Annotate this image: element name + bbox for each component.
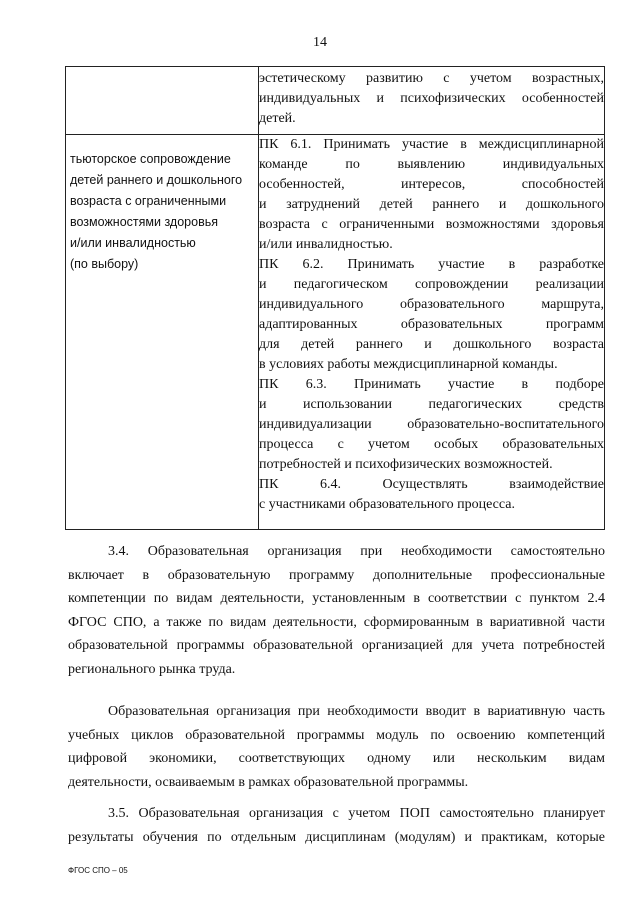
table-row-continuation xyxy=(66,67,605,135)
text-line: детей раннего и дошкольного xyxy=(70,173,243,187)
text-line: Образовательная организация при необходимости вводит в вариативную часть xyxy=(108,704,605,719)
competency-pk-6-3 xyxy=(259,375,604,475)
table-row-tutoring xyxy=(66,135,605,530)
text-line: в условиях работы междисциплинарной команды. xyxy=(259,357,558,372)
paragraph-3-5 xyxy=(68,802,605,849)
text-line: деятельности, осваиваемым в рамках образовательной программы. xyxy=(68,774,469,790)
text-line: для детей раннего и дошкольного возраста xyxy=(259,337,604,352)
competencies-cell xyxy=(259,135,605,530)
text-line: ПК 6.4. Осуществлять взаимодействие xyxy=(259,477,604,492)
activity-name xyxy=(66,135,258,275)
text-line: и педагогическом сопровождении реализации xyxy=(259,277,604,292)
text-line: команде по выявлению индивидуальных xyxy=(259,157,604,172)
text-line: 3.4. Образовательная организация при необходимости самостоятельно xyxy=(108,544,605,559)
competency-pk-6-4 xyxy=(259,475,604,515)
text-line: тьюторское сопровождение xyxy=(70,152,231,166)
text-line: возможностями здоровья xyxy=(70,215,218,229)
text-line: и/или инвалидностью xyxy=(70,236,196,250)
text-line: возраста с ограниченными возможностями здоровья xyxy=(259,217,604,232)
text-line: и/или инвалидностью. xyxy=(259,237,393,252)
text-line: и использовании педагогических средств xyxy=(259,397,604,412)
text-line: ПК 6.3. Принимать участие в подборе xyxy=(259,377,604,392)
text-line: ФГОС СПО, а также по видам деятельности, сформированным в вариативной части xyxy=(68,614,605,630)
text-line: ПК 6.2. Принимать участие в разработке xyxy=(259,257,604,272)
footer-label: ФГОС СПО – 05 xyxy=(68,866,128,875)
paragraph-3-4 xyxy=(68,540,605,681)
text-line: включает в образовательную программу дополнительные профессиональные xyxy=(68,567,605,583)
text-line: особенностей, интересов, способностей xyxy=(259,177,604,192)
competency-pk-6-1 xyxy=(259,135,604,255)
text-line: и затруднений детей раннего и дошкольного xyxy=(259,197,604,212)
text-line: индивидуализации образовательно-воспитательного xyxy=(259,417,604,432)
competency-pk-6-2 xyxy=(259,255,604,375)
text-line: процесса с учетом особых образовательных xyxy=(259,437,604,452)
page-number: 14 xyxy=(313,35,327,50)
text-line: потребностей и психофизических возможностей. xyxy=(259,457,553,472)
text-line: детей. xyxy=(259,111,296,126)
text-line: индивидуальных и психофизических особенностей xyxy=(259,91,604,106)
text-line: индивидуального образовательного маршрута, xyxy=(259,297,604,312)
text-line: ПК 6.1. Принимать участие в междисциплинарной xyxy=(259,137,604,152)
text-line: 3.5. Образовательная организация с учетом ПОП самостоятельно планирует xyxy=(108,806,605,821)
paragraph-digital-economy xyxy=(68,700,605,794)
text-line: возраста с ограниченными xyxy=(70,194,227,208)
text-line: с участниками образовательного процесса. xyxy=(259,497,515,512)
text-line: учебных циклов образовательной программы модуль по освоению компетенций xyxy=(68,727,605,743)
competency-table xyxy=(65,66,605,530)
text-line: (по выбору) xyxy=(70,257,139,271)
text-line: эстетическому развитию с учетом возрастных, xyxy=(259,71,604,86)
text-line: цифровой экономики, соответствующих одному или нескольким видам xyxy=(68,751,605,766)
text-line: результаты обучения по отдельным дисциплинам (модулям) и практикам, которые xyxy=(68,829,605,845)
activity-cell xyxy=(66,135,259,530)
table-cell-empty xyxy=(66,67,259,135)
text-line: адаптированных образовательных программ xyxy=(259,317,604,332)
text-line: компетенции по видам деятельности, установленным в соответствии с пунктом 2.4 xyxy=(68,591,605,606)
continuation-cell xyxy=(259,67,605,135)
text-line: образовательной программы образовательной организацией для учета потребностей xyxy=(68,638,605,653)
text-line: регионального рынка труда. xyxy=(68,661,236,677)
